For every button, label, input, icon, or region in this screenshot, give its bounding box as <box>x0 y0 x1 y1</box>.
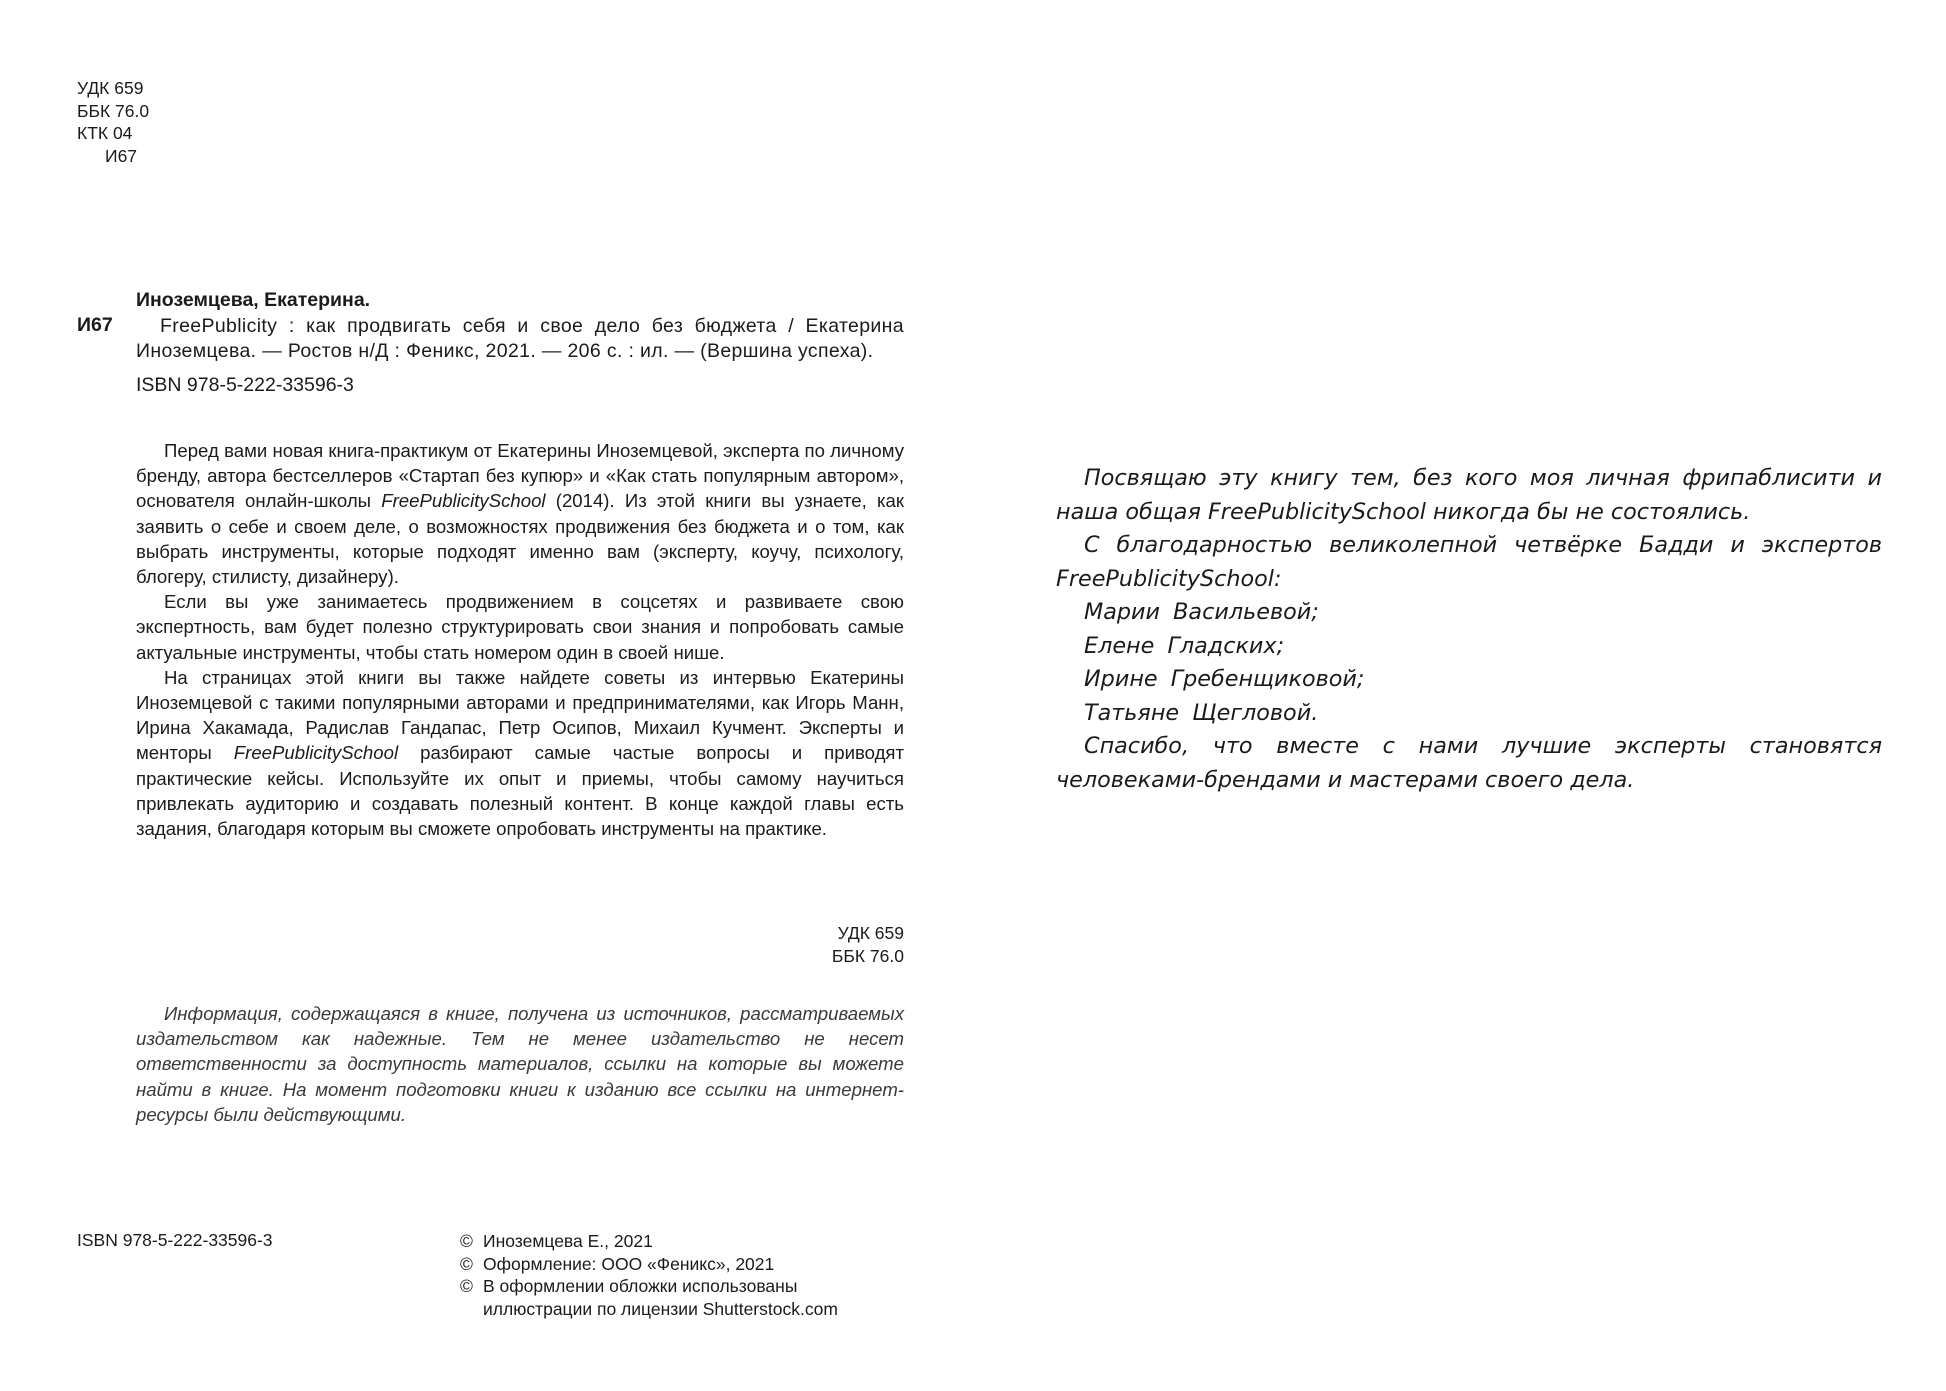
school-name-italic: FreePublicitySchool <box>381 490 546 512</box>
annotation-paragraph-1 <box>136 438 904 589</box>
annotation <box>136 438 904 841</box>
annotation-paragraph-3 <box>136 665 904 841</box>
isbn: ISBN 978-5-222-33596-3 <box>136 373 354 396</box>
bibliographic-record <box>136 288 904 398</box>
bbk-code-right: ББК 76.0 <box>831 946 904 966</box>
udk-code: УДК 659 <box>77 78 144 98</box>
classification-codes <box>77 77 149 167</box>
annotation-paragraph-2: Если вы уже занимаетесь продвижением в соцсетях и развиваете свою экспертность, вам будет полезно структурировать свои знания и попробовать самые актуальные инструменты, чтобы стать номером один в своей нише. <box>136 591 904 663</box>
bbk-code: ББК 76.0 <box>77 100 150 121</box>
annotation-p3-text-a: На страницах этой книги вы также найдете советы из интервью Екатерины Иноземцевой с такими популярными авторами и предпринимателями, как Игорь Манн, Ирина Хакамада, Радислав Гандапас, Петр Осипов, Михаил Кучмент. Эксперты и менторы <box>136 666 904 764</box>
isbn-bottom: ISBN 978-5-222-33596-3 <box>77 1230 273 1250</box>
disclaimer: Информация, содержащаяся в книге, получена из источников, рассматриваемых издательством как надежные. Тем не менее издательство не несет ответственности за доступность материалов, ссылки на которые вы можете найти в книге. На момент подготовки книги к изданию все ссылки на интернет-ресурсы были действующими. <box>136 1003 904 1125</box>
udk-code-right: УДК 659 <box>837 923 904 943</box>
copyright-symbol: © <box>460 1253 473 1274</box>
annotation-p1-text-a: Перед вами новая книга-практикум от Екатерины Иноземцевой, эксперта по личному бренду, автора бестселлеров «Стартап без купюр» и «Как стать популярным автором», основателя онлайн-школы <box>136 440 904 512</box>
dedication-name: Ирине Гребенщиковой; <box>1084 666 1365 692</box>
copyright-row <box>460 1275 910 1320</box>
copyright-symbol: © <box>460 1231 473 1251</box>
dedication-name: Марии Васильевой; <box>1084 599 1319 625</box>
annotation-p1-text-b: (2014). Из этой книги вы узнаете, как заявить о себе и своем деле, о возможностях продвижения без бюджета и о том, как выбрать инструменты, которые подходят именно вам (эксперту, коучу, психологу, блогеру, стилисту, дизайнеру). <box>136 490 904 588</box>
classification-codes-right <box>760 922 904 968</box>
school-name-italic: FreePublicitySchool <box>233 742 399 764</box>
author-code: И67 <box>77 314 113 336</box>
dedication <box>1056 462 1882 797</box>
copyright-text: Оформление: ООО «Феникс», 2021 <box>483 1253 775 1274</box>
dedication-paragraph-3: Спасибо, что вместе с нами лучшие эксперты становятся человеками-брендами и мастерами своего дела. <box>1056 733 1882 793</box>
dedication-paragraph-1: Посвящаю эту книгу тем, без кого моя личная фрипаблисити и наша общая FreePublicitySchool никогда бы не состоялись. <box>1056 465 1882 525</box>
dedication-name: Елене Гладских; <box>1084 632 1285 659</box>
dedication-paragraph-2: С благодарностью великолепной четвёрке Бадди и экспертов FreePublicitySchool: <box>1056 532 1882 592</box>
title-record: FreePublicity : как продвигать себя и свое дело без бюджета / Екатерина Иноземцева. — Ростов н/Д : Феникс, 2021. — 206 с. : ил. — (Вершина успеха). <box>136 314 904 362</box>
ktk-code: КТК 04 <box>77 123 133 143</box>
author-mark: И67 <box>105 145 138 166</box>
copyright-notices <box>460 1230 910 1320</box>
copyright-text: Иноземцева Е., 2021 <box>483 1231 653 1251</box>
copyright-row <box>460 1230 910 1253</box>
dedication-name: Татьяне Щегловой. <box>1084 699 1319 726</box>
author-heading: Иноземцева, Екатерина. <box>136 289 371 311</box>
copyright-text: В оформлении обложки использованы иллюстрации по лицензии Shutterstock.com <box>483 1276 838 1319</box>
copyright-symbol: © <box>460 1276 473 1296</box>
annotation-p3-text-b: разбирают самые частые вопросы и приводят практические кейсы. Используйте их опыт и приемы, чтобы самому научиться привлекать аудиторию и создавать полезный контент. В конце каждой главы есть задания, благодаря которым вы сможете опробовать инструменты на практике. <box>136 742 904 840</box>
copyright-row <box>460 1253 910 1276</box>
